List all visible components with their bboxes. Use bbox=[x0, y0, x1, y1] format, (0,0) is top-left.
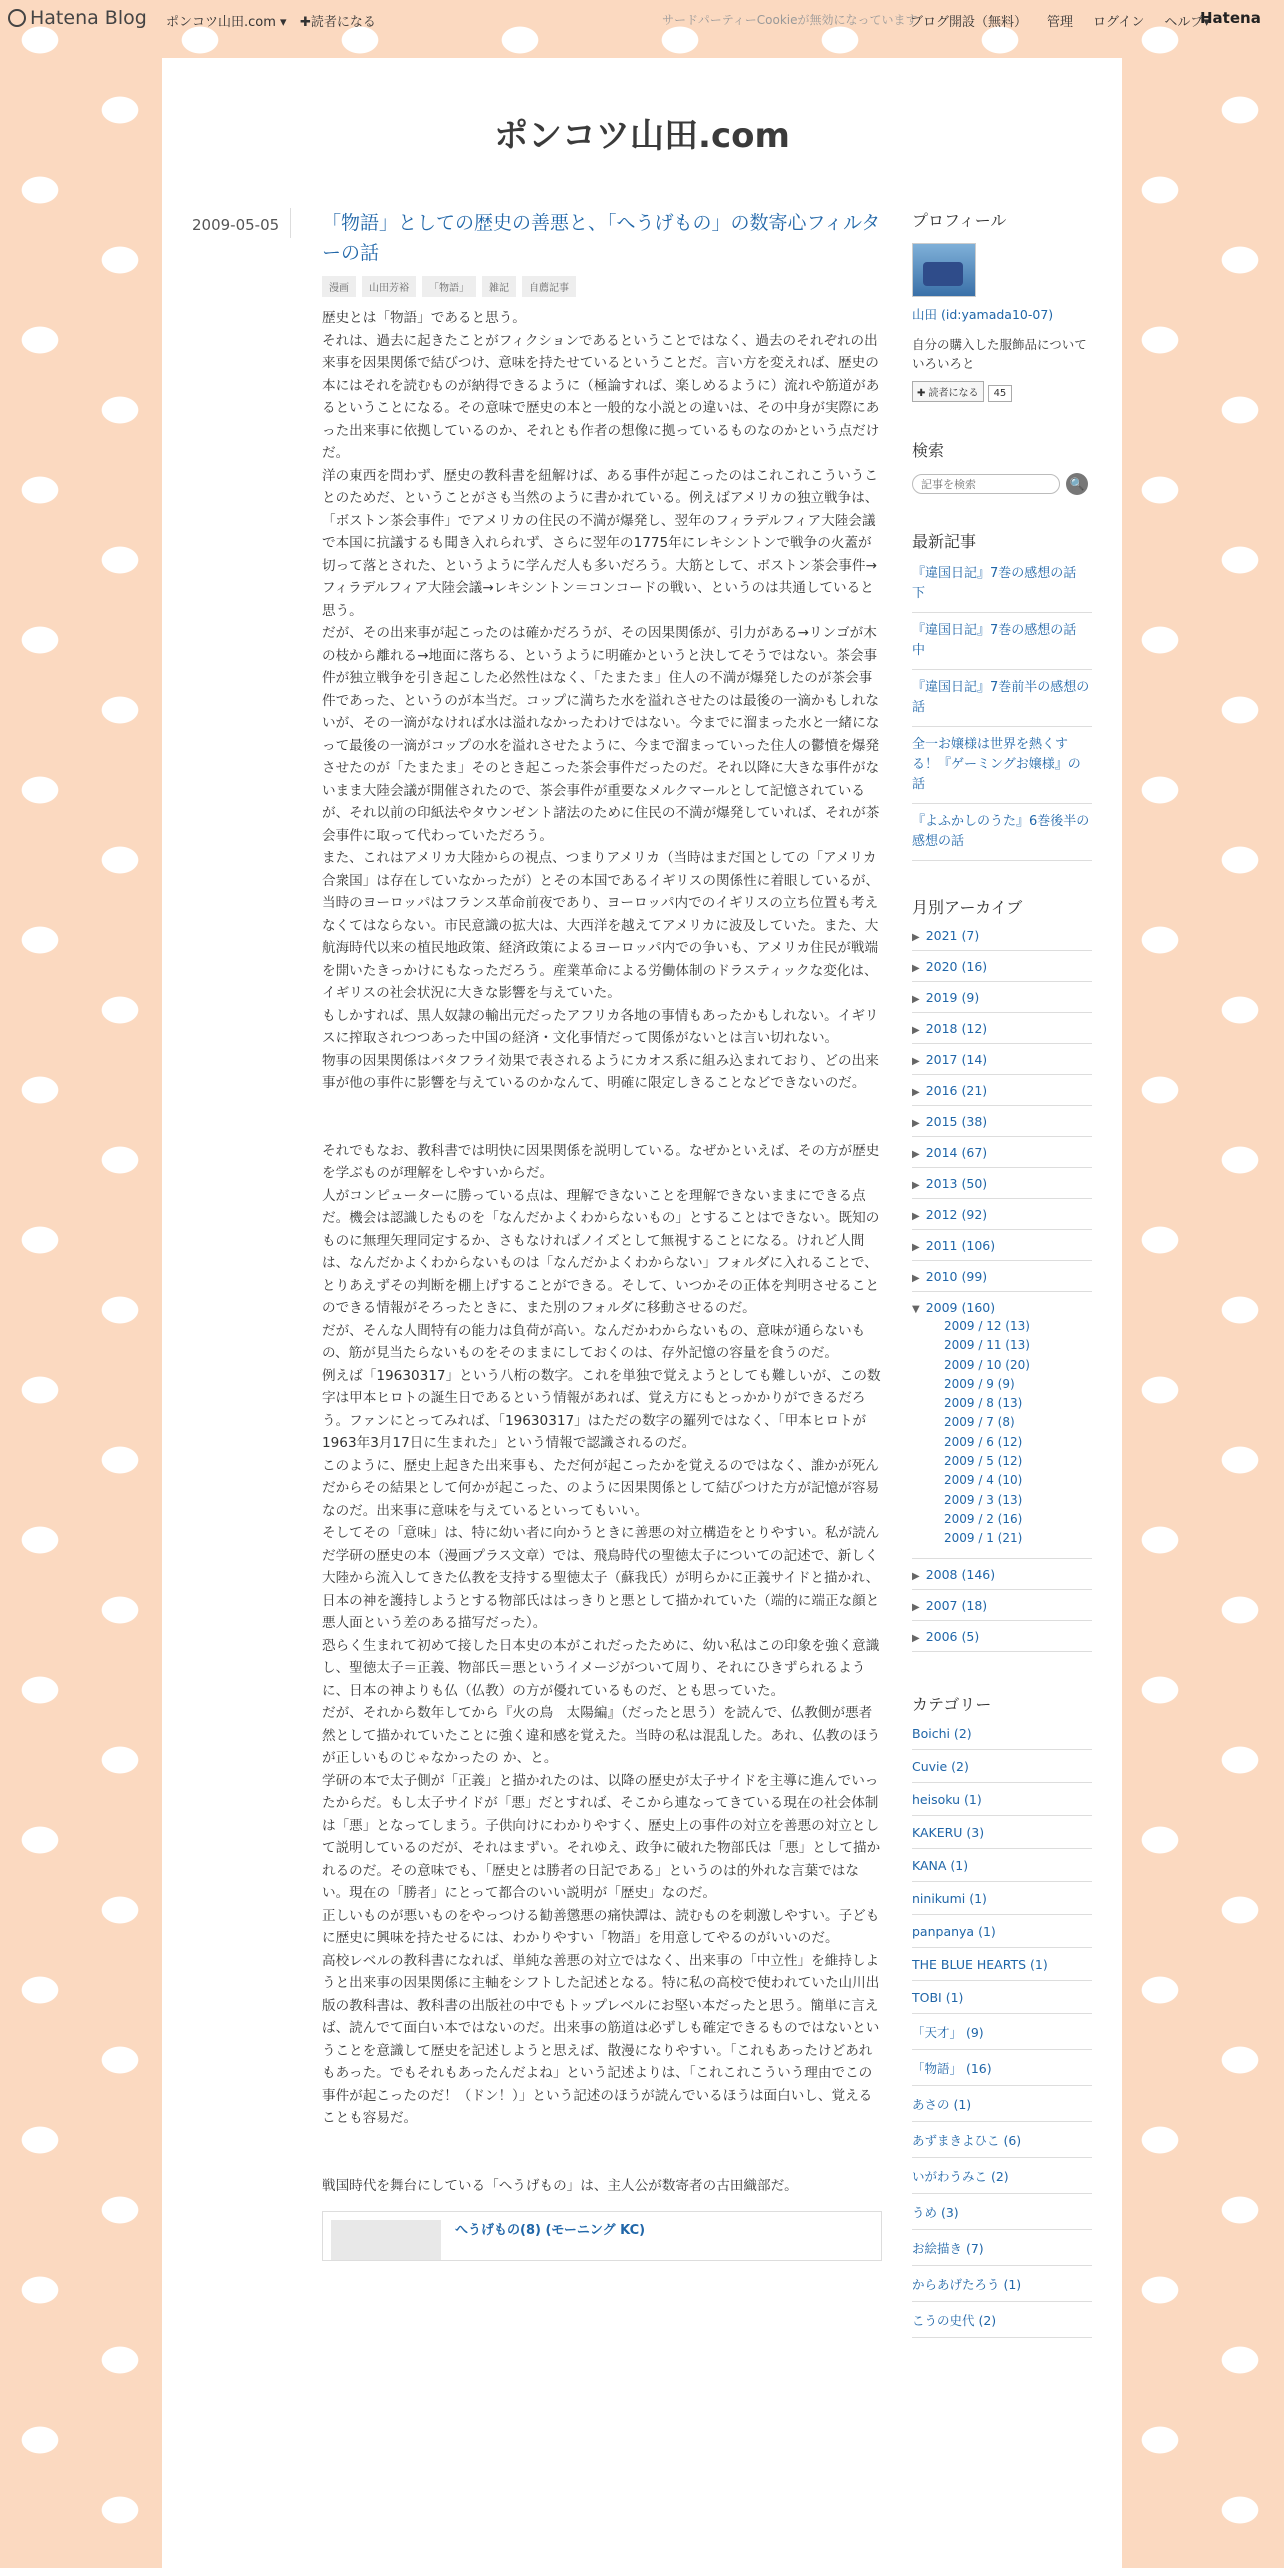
expand-triangle-icon[interactable]: ▶ bbox=[912, 1118, 920, 1129]
hatena-logo-icon bbox=[8, 9, 26, 27]
archive-year[interactable]: ▶ 2019 (9) bbox=[912, 982, 1092, 1013]
paragraph: それでもなお、教科書では明快に因果関係を説明している。なぜかといえば、その方が歴史を学ぶものが理解をしやすいからだ。 bbox=[322, 1142, 880, 1181]
expand-triangle-icon[interactable]: ▶ bbox=[912, 1149, 920, 1160]
expand-triangle-icon[interactable]: ▶ bbox=[912, 1056, 920, 1067]
category-link[interactable]: うめ (3) bbox=[912, 2194, 1092, 2230]
admin-link[interactable]: 管理 bbox=[1047, 15, 1074, 30]
archive-year[interactable]: ▶ 2008 (146) bbox=[912, 1559, 1092, 1590]
recent-entry-link[interactable]: 『違国日記』7巻の感想の話 中 bbox=[912, 613, 1092, 670]
cookie-notice: サードパーティーCookieが無効になっています bbox=[662, 13, 918, 27]
expand-triangle-icon[interactable]: ▶ bbox=[912, 932, 920, 943]
expand-triangle-icon[interactable]: ▶ bbox=[912, 963, 920, 974]
subscribe-button[interactable]: ✚ 読者になる bbox=[912, 381, 984, 402]
archive-year[interactable]: ▶ 2011 (106) bbox=[912, 1230, 1092, 1261]
paragraph: 人がコンピューターに勝っている点は、理解できないことを理解できないままにできる点だ。機会は認識したものを「なんだかよくわからないもの」とすることはできない。既知のものに無理矢理同定するか、さもなければノイズとして無視することになる。けれど人間は、なんだかよくわからないものは「なんだかよくわからない」フォルダに入れることで、とりあえずその判断を棚上げすることができる。そして、いつかその正体を判明させることのできる情報がそろったときに、また別のフォルダに移動させるのだ。 bbox=[322, 1187, 880, 1316]
archive-year[interactable]: ▶ 2013 (50) bbox=[912, 1168, 1092, 1199]
entry-body bbox=[322, 307, 882, 2261]
blog-title[interactable]: ポンコツ山田.com bbox=[494, 116, 790, 156]
archive-month[interactable]: 2009 / 5 (12) bbox=[944, 1454, 1023, 1469]
recent-entry-link[interactable]: 全一お嬢様は世界を熱くする！『ゲーミングお嬢様』の話 bbox=[912, 727, 1092, 804]
expand-triangle-icon[interactable]: ▶ bbox=[912, 1273, 920, 1284]
recent-entry-link[interactable]: 『違国日記』7巻前半の感想の話 bbox=[912, 670, 1092, 727]
help-link[interactable]: ヘルプ▾ bbox=[1164, 15, 1210, 30]
topbar-links bbox=[910, 11, 1210, 30]
search-heading: 検索 bbox=[912, 441, 945, 460]
recent-heading: 最新記事 bbox=[912, 532, 977, 551]
archive-year[interactable]: ▶ 2018 (12) bbox=[912, 1013, 1092, 1044]
archive-heading: 月別アーカイブ bbox=[912, 898, 1023, 917]
category-link[interactable]: KAKERU (3) bbox=[912, 1816, 1092, 1849]
recent-entry-link[interactable]: 『違国日記』7巻の感想の話 下 bbox=[912, 556, 1092, 613]
archive-year[interactable]: ▶ 2016 (21) bbox=[912, 1075, 1092, 1106]
archive-year[interactable]: ▶ 2012 (92) bbox=[912, 1199, 1092, 1230]
amazon-product-card[interactable] bbox=[322, 2211, 882, 2261]
category-link[interactable]: あずまきよひこ (6) bbox=[912, 2122, 1092, 2158]
category-heading: カテゴリー bbox=[912, 1694, 992, 1714]
paragraph: 例えば「19630317」という八桁の数字。これを単独で覚えようとしても難しいが、この数字は甲本ヒロトの誕生日であるという情報があれば、覚え方にもとっかかりができるだろう。ファンにとってみれば、「19630317」はただの数字の羅列ではなく、「甲本ヒロトが1963年3月17日に生まれた」という情報で認識されるのだ。 bbox=[322, 1367, 881, 1451]
archive-year[interactable]: ▶ 2021 (7) bbox=[912, 920, 1092, 951]
tag[interactable]: 雑記 bbox=[482, 276, 516, 297]
category-link[interactable]: heisoku (1) bbox=[912, 1783, 1092, 1816]
archive-month[interactable]: 2009 / 10 (20) bbox=[944, 1357, 1030, 1372]
search-input[interactable] bbox=[912, 474, 1060, 494]
collapse-triangle-icon[interactable]: ▼ bbox=[912, 1304, 920, 1315]
archive-months bbox=[912, 1317, 1092, 1549]
paragraph: 物事の因果関係はバタフライ効果で表されるようにカオス系に組み込まれており、どの出来事が他の事件に影響を与えているのかなんて、明確に限定しきることなどできないのだ。 bbox=[322, 1052, 879, 1091]
spacer bbox=[322, 2130, 882, 2175]
category-module bbox=[912, 1692, 1092, 2338]
subscribe-link[interactable]: ✚読者になる bbox=[300, 15, 376, 30]
paragraph: 歴史とは「物語」であると思う。 bbox=[322, 310, 526, 326]
profile-heading: プロフィール bbox=[912, 211, 1007, 230]
archive-module bbox=[912, 895, 1092, 1652]
category-link[interactable]: Cuvie (2) bbox=[912, 1750, 1092, 1783]
top-bar bbox=[0, 0, 1284, 38]
hatena-menu[interactable]: Hatena bbox=[1200, 9, 1261, 27]
search-icon[interactable]: 🔍 bbox=[1066, 473, 1088, 495]
entry bbox=[322, 208, 882, 2261]
recent-entry-link[interactable]: 『よふかしのうた』6巻後半の感想の話 bbox=[912, 804, 1092, 861]
archive-month[interactable]: 2009 / 2 (16) bbox=[944, 1511, 1023, 1526]
archive-month[interactable]: 2009 / 3 (13) bbox=[944, 1492, 1023, 1507]
category-link[interactable]: お絵描き (7) bbox=[912, 2230, 1092, 2266]
category-link[interactable]: 「天才」 (9) bbox=[912, 2014, 1092, 2050]
category-link[interactable]: Boichi (2) bbox=[912, 1717, 1092, 1750]
category-link[interactable]: panpanya (1) bbox=[912, 1915, 1092, 1948]
avatar[interactable] bbox=[912, 243, 976, 297]
expand-triangle-icon[interactable]: ▶ bbox=[912, 1180, 920, 1191]
product-thumbnail[interactable] bbox=[331, 2220, 441, 2260]
archive-year[interactable]: ▶ 2015 (38) bbox=[912, 1106, 1092, 1137]
paragraph: このように、歴史上起きた出来事も、ただ何が起こったかを覚えるのではなく、誰かが死んだからその結果として何かが起こった、のように因果関係として結びつけた方が記憶が容易なのだ。出来事に意味を与えているといってもいい。 bbox=[322, 1457, 880, 1519]
expand-triangle-icon[interactable]: ▶ bbox=[912, 1025, 920, 1036]
paragraph: だが、それから数年してから『火の鳥 太陽編』（だったと思う）を読んで、仏教側が悪者然として描かれていたことに強く違和感を覚えた。当時の私は混乱した。あれ、仏教のほうが正しいものじゃなかったの か、と。 bbox=[322, 1705, 881, 1766]
search-module bbox=[912, 438, 1092, 495]
archive-year[interactable]: ▶ 2017 (14) bbox=[912, 1044, 1092, 1075]
archive-year[interactable]: ▶ 2007 (18) bbox=[912, 1590, 1092, 1621]
product-title[interactable]: へうげもの(8) (モーニング KC) bbox=[455, 2223, 646, 2238]
open-blog-link[interactable]: ブログ開設（無料） bbox=[910, 15, 1028, 30]
paragraph: 戦国時代を舞台にしている「へうげもの」は、主人公が数寄者の古田織部だ。 bbox=[322, 2177, 798, 2194]
expand-triangle-icon[interactable]: ▶ bbox=[912, 1211, 920, 1222]
reader-count[interactable]: 45 bbox=[988, 385, 1013, 402]
sidebar bbox=[912, 208, 1092, 2338]
paragraph: 学研の本で太子側が「正義」と描かれたのは、以降の歴史が太子サイドを主導に進んでいったからだ。もし太子サイドが「悪」だとすれば、そこから連なってきている現在の社会体制は「悪」となってしまう。子供向けにわかりやすく、歴史上の事件の対立を善悪の対立として説明しているのだが、それはまずい。それゆえ、政争に破れた物部氏は「悪」として描かれるのだ。その意味でも、「歴史とは勝者の日記である」というのは的外れな言葉ではない。現在の「勝者」にとって都合のいい説明が「歴史」なのだ。 bbox=[322, 1772, 881, 1901]
category-link[interactable]: いがわうみこ (2) bbox=[912, 2158, 1092, 2194]
tag[interactable]: 山田芳裕 bbox=[362, 276, 416, 297]
category-link[interactable]: からあげたろう (1) bbox=[912, 2266, 1092, 2302]
archive-year[interactable]: ▶ 2006 (5) bbox=[912, 1621, 1092, 1652]
expand-triangle-icon[interactable]: ▶ bbox=[912, 1242, 920, 1253]
entry-date[interactable]: 2009-05-05 bbox=[192, 216, 280, 234]
paragraph: だが、その出来事が起こったのは確かだろうが、その因果関係が、引力がある→リンゴが木の枝から離れる→地面に落ちる、というように明確かというと決してそうではない。茶会事件が独立戦争を引き起こした必然性はなく、「たまたま」住人の不満が爆発したのが茶会事件であった、というのが本当だ。コップに満ちた水を溢れさせたのは最後の一滴かもしれないが、その一滴がなければ水は溢れなかったわけではない。今までに溜まった水と一緒になって最後の一滴がコップの水を溢れさせたように、今まで溜まっていった住人の鬱憤を爆発させたのが「たまたま」そのとき起こった茶会事件だったのだ。それ以降に大きな事件がないまま大陸会議が開催されたので、茶会事件が重要なメルクマールとして記憶されているが、それ以前の印紙法やタウンゼント諸法のために住民の不満が爆発していれば、それが茶会事件に取って代わっていただろう。 bbox=[322, 625, 880, 844]
expand-triangle-icon[interactable]: ▶ bbox=[912, 1601, 920, 1613]
archive-month[interactable]: 2009 / 7 (8) bbox=[944, 1415, 1015, 1430]
archive-year-open[interactable]: ▼ 2009 (160) 2009 / 12 (13) 2009 / 11 (13) 2009 / 10 (20) 2009 / 9 (9) 2009 / 8 (13) 2009 / 7 (8) 2009 / 6 (12) 2009 / 5 (12) 2009 / 4 (10) 2009 / 3 (13) 2009 / 2 (16) 2009 / 1 (21) bbox=[912, 1292, 1092, 1559]
category-link[interactable]: TOBI (1) bbox=[912, 1981, 1092, 2014]
category-link[interactable]: THE BLUE HEARTS (1) bbox=[912, 1948, 1092, 1981]
spacer bbox=[322, 1095, 882, 1140]
expand-triangle-icon[interactable]: ▶ bbox=[912, 1570, 920, 1582]
category-link[interactable]: こうの史代 (2) bbox=[912, 2302, 1092, 2338]
paragraph: もしかすれば、黒人奴隷の輸出元だったアフリカ各地の事情もあったかもしれない。イギリスに搾取されつつあった中国の経済・文化事情だって関係がないとは言い切れない。 bbox=[322, 1007, 879, 1046]
main-container bbox=[162, 58, 1122, 2568]
paragraph: 洋の東西を問わず、歴史の教科書を紐解けば、ある事件が起こったのはこれこれこういうことのためだ、ということがさも当然のように書かれている。例えばアメリカの独立戦争は、「ボストン茶会事件」でアメリカの住民の不満が爆発し、翌年のフィラデルフィア大陸会議で本国に抗議するも聞き入れられず、さらに翌年の1775年にレキシントンで戦争の火蓋が切って落とされた、というように学んだ人も多いだろう。大筋として、ボストン茶会事件→フィラデルフィア大陸会議→レキシントン＝コンコードの戦い、というのは共通していると思う。 bbox=[322, 467, 879, 619]
category-link[interactable]: ninikumi (1) bbox=[912, 1882, 1092, 1915]
paragraph: また、これはアメリカ大陸からの視点、つまりアメリカ（当時はまだ国としての「アメリカ合衆国」は存在していなかったが）とその本国であるイギリスの関係性に着眼しているが、当時のヨーロッパはフランス革命前夜であり、ヨーロッパ内でのイギリスの立ち位置も考えなくてはならない。市民意識の拡大は、大西洋を越えてアメリカに波及していた。また、大航海時代以来の植民地政策、経済政策によるヨーロッパ内での争いも、アメリカ住民が戦端を開いたきっかけにもなっただろう。産業革命による労働体制のドラスティックな変化は、イギリスの社会状況に大きな影響を与えていた。 bbox=[322, 850, 880, 1001]
profile-name[interactable]: 山田 (id:yamada10-07) bbox=[912, 307, 1054, 322]
entry-title[interactable]: 「物語」としての歴史の善悪と、「へうげもの」の数寄心フィルターの話 bbox=[322, 212, 881, 264]
archive-month[interactable]: 2009 / 4 (10) bbox=[944, 1473, 1023, 1488]
archive-month[interactable]: 2009 / 6 (12) bbox=[944, 1434, 1023, 1449]
paragraph: それは、過去に起きたことがフィクションであるということではなく、過去のそれぞれの出来事を因果関係で結びつけ、意味を持たせているということだ。言い方を変えれば、歴史の本にはそれを読むものが納得できるように（極論すれば、楽しめるように）流れや筋道があるということになる。その意味で歴史の本と一般的な小説との違いは、その中身が実際にあった出来事に依拠しているのか、それとも作者の想像に拠っているものなのかという点だけだ。 bbox=[322, 332, 880, 461]
tag[interactable]: 漫画 bbox=[322, 276, 356, 297]
hatena-blog-logo[interactable]: Hatena Blog bbox=[8, 7, 147, 29]
category-link[interactable]: KANA (1) bbox=[912, 1849, 1092, 1882]
category-link[interactable]: 「物語」 (16) bbox=[912, 2050, 1092, 2086]
archive-month[interactable]: 2009 / 11 (13) bbox=[944, 1338, 1030, 1353]
archive-month[interactable]: 2009 / 8 (13) bbox=[944, 1396, 1023, 1411]
category-link[interactable]: あさの (1) bbox=[912, 2086, 1092, 2122]
archive-year[interactable]: ▶ 2020 (16) bbox=[912, 951, 1092, 982]
date-divider bbox=[290, 208, 291, 238]
profile-description: 自分の購入した服飾品についていろいろと bbox=[912, 337, 1087, 371]
expand-triangle-icon[interactable]: ▶ bbox=[912, 1087, 920, 1098]
archive-month[interactable]: 2009 / 12 (13) bbox=[944, 1319, 1030, 1333]
paragraph: だが、そんな人間特有の能力は負荷が高い。なんだかわからないもの、意味が通らないもの、筋が見当たらないものをそのままにしておくのは、存外記憶の容量を食うのだ。 bbox=[322, 1322, 866, 1361]
tag[interactable]: 自薦記事 bbox=[522, 276, 576, 297]
paragraph: 正しいものが悪いものをやっつける勧善懲悪の痛快譚は、読むものを刺激しやすい。子どもに歴史に興味を持たせるには、わかりやすい「物語」を用意してやるのがいいのだ。 bbox=[322, 1907, 880, 1946]
archive-month[interactable]: 2009 / 1 (21) bbox=[944, 1531, 1023, 1546]
tag[interactable]: 「物語」 bbox=[422, 276, 476, 297]
paragraph: そしてその「意味」は、特に幼い者に向かうときに善悪の対立構造をとりやすい。私が読んだ学研の歴史の本（漫画プラス文章）では、飛鳥時代の聖徳太子についての記述で、新しく大陸から流入してきた仏教を支持する聖徳太子（蘇我氏）が明らかに正義サイドと描かれ、日本の神を護持しようとする物部氏ははっきりと悪として描かれていた（端的に端正な顔と悪人面という差のある描写だった）。 bbox=[322, 1525, 880, 1631]
entry-tags bbox=[322, 276, 882, 297]
expand-triangle-icon[interactable]: ▶ bbox=[912, 994, 920, 1005]
archive-year[interactable]: ▶ 2010 (99) bbox=[912, 1261, 1092, 1292]
archive-year[interactable]: ▶ 2014 (67) bbox=[912, 1137, 1092, 1168]
paragraph: 高校レベルの教科書になれば、単純な善悪の対立ではなく、出来事の「中立性」を維持しようと出来事の因果関係に主軸をシフトした記述となる。特に私の高校で使われていた山川出版の教科書は、教科書の出版社の中でもトップレベルにお堅い本だったと思う。簡単に言えば、読んでて面白い本ではないのだ。出来事の筋道は必ずしも確定できるものではないということを意識して歴史を記述しようと思えば、散漫になりやすい。「これもあったけどあれもあった。でもそれもあったんだよね」という記述よりは、「これこれこういう理由でこの事件が起こったのだ！（ドン！）」という記述のほうが読んでいるほうは面白いし、覚えることも容易だ。 bbox=[322, 1952, 880, 2126]
login-link[interactable]: ログイン bbox=[1093, 15, 1145, 30]
recent-entries-module bbox=[912, 529, 1092, 861]
paragraph: 恐らく生まれて初めて接した日本史の本がこれだったために、幼い私はこの印象を強く意識し、聖徳太子＝正義、物部氏＝悪というイメージがついて周り、それにひきずられるように、日本の神よりも仏（仏教）の方が優れているものだ、とも思っていた。 bbox=[322, 1637, 880, 1699]
expand-triangle-icon[interactable]: ▶ bbox=[912, 1632, 920, 1644]
archive-month[interactable]: 2009 / 9 (9) bbox=[944, 1376, 1015, 1391]
blog-selector[interactable]: ポンコツ山田.com ▾ bbox=[166, 15, 287, 30]
profile-module bbox=[912, 208, 1092, 402]
